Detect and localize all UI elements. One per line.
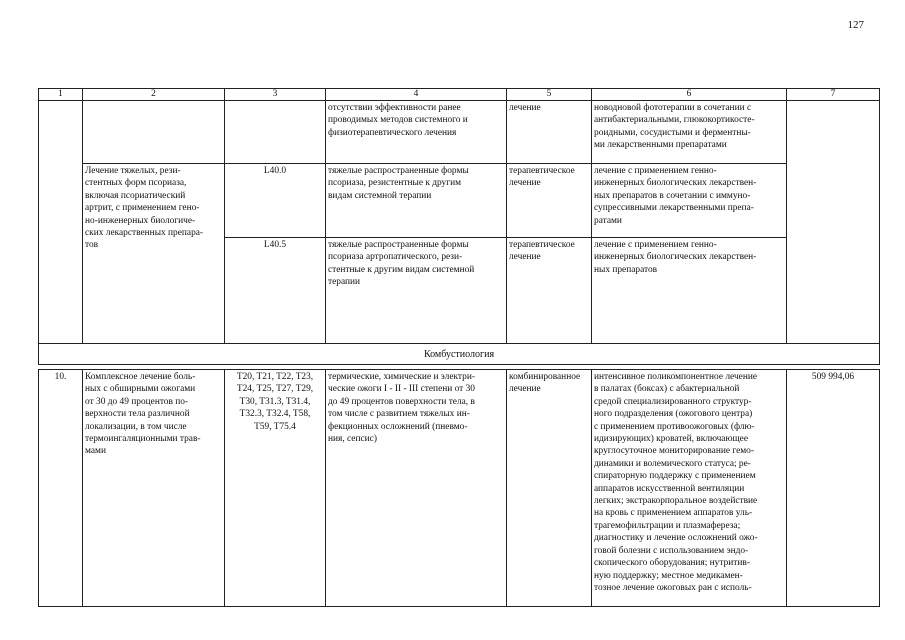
column-number: 4 xyxy=(326,89,507,101)
cell-empty xyxy=(39,101,83,164)
cell-indication: термические, химические и электри- ческие ожоги I - II - III степени от 30 до 49 процентов поверхности тела, в том числе с развитием тяжелых ин- фекционных осложнений (пневмо- ния, сепсис) xyxy=(326,370,507,607)
cell-empty xyxy=(39,164,83,344)
cell-method: лечение с применением генно- инженерных биологических лекарствен- ных препаратов в сочетании с иммуно- супрессивными лекарственными препа- ратами xyxy=(592,164,787,238)
cell-treatment-type: комбинированное лечение xyxy=(507,370,592,607)
column-number: 7 xyxy=(787,89,880,101)
column-number: 6 xyxy=(592,89,787,101)
cell-indication: тяжелые распространенные формы псориаза, резистентные к другим видам системной терапии xyxy=(326,164,507,238)
section-row xyxy=(39,344,880,365)
column-number: 2 xyxy=(83,89,225,101)
column-number: 3 xyxy=(225,89,326,101)
cell-indication: тяжелые распространенные формы псориаза артропатического, рези- стентные к другим видам системной терапии xyxy=(326,238,507,344)
cell-icd-code: L40.0 xyxy=(225,164,326,238)
table-row xyxy=(39,101,880,164)
cell-treatment-type: терапевтическое лечение xyxy=(507,164,592,238)
section-title: Комбустиология xyxy=(39,344,880,365)
cell-row-number: 10. xyxy=(39,370,83,607)
cell-treatment-name: Комплексное лечение боль- ных с обширными ожогами от 30 до 49 процентов по- верхности тела различной локализации, в том числе термоингаляционными трав- мами xyxy=(83,370,225,607)
cell-method: новодновой фототерапии в сочетании с антибактериальными, глюкокортикосте- роидными, сосудистыми и ферментны- ми лекарственными препаратами xyxy=(592,101,787,164)
cell-icd-code: L40.5 xyxy=(225,238,326,344)
cell-treatment-name: Лечение тяжелых, рези- стентных форм псориаза, включая псориатический артрит, с применением гено- но-инженерных биологиче- ских лекарственных препара- тов xyxy=(83,164,225,344)
cell-indication: отсутствии эффективности ранее проводимых методов системного и физиотерапевтического лечения xyxy=(326,101,507,164)
cell-cost: 509 994,06 xyxy=(787,370,880,607)
page-number: 127 xyxy=(847,19,864,31)
table-row xyxy=(39,370,880,607)
cell-empty xyxy=(225,101,326,164)
cell-treatment-type: лечение xyxy=(507,101,592,164)
medical-care-table xyxy=(38,88,880,607)
table-row xyxy=(39,164,880,238)
column-number: 1 xyxy=(39,89,83,101)
cell-empty xyxy=(787,164,880,344)
cell-treatment-type: терапевтическое лечение xyxy=(507,238,592,344)
cell-empty xyxy=(83,101,225,164)
column-number-row xyxy=(39,89,880,101)
cell-icd-code: T20, T21, T22, T23, T24, T25, T27, T29, T30, T31.3, T31.4, T32.3, T32.4, T58, T59, T75.4 xyxy=(225,370,326,607)
cell-method: интенсивное поликомпонентное лечение в палатах (боксах) с абактериальной средой специализированного структур- ного подразделения (ожогового центра) с применением противоожоговых (флю- идизирующих) кроватей, включающее круглосуточное мониторирование гемо- динамики и волемического статуса; ре- спираторную поддержку с применением аппаратов искусственной вентиляции легких; экстракорпоральное воздействие на кровь с применением аппаратов уль- трагемофильтрации и плазмафереза; диагностику и лечение осложнений ожо- говой болезни с использованием эндо- скопического оборудования; нутритив- ную поддержку; местное медикамен- тозное лечение ожоговых ран с исполь- xyxy=(592,370,787,607)
cell-empty xyxy=(787,101,880,164)
column-number: 5 xyxy=(507,89,592,101)
cell-method: лечение с применением генно- инженерных биологических лекарствен- ных препаратов xyxy=(592,238,787,344)
